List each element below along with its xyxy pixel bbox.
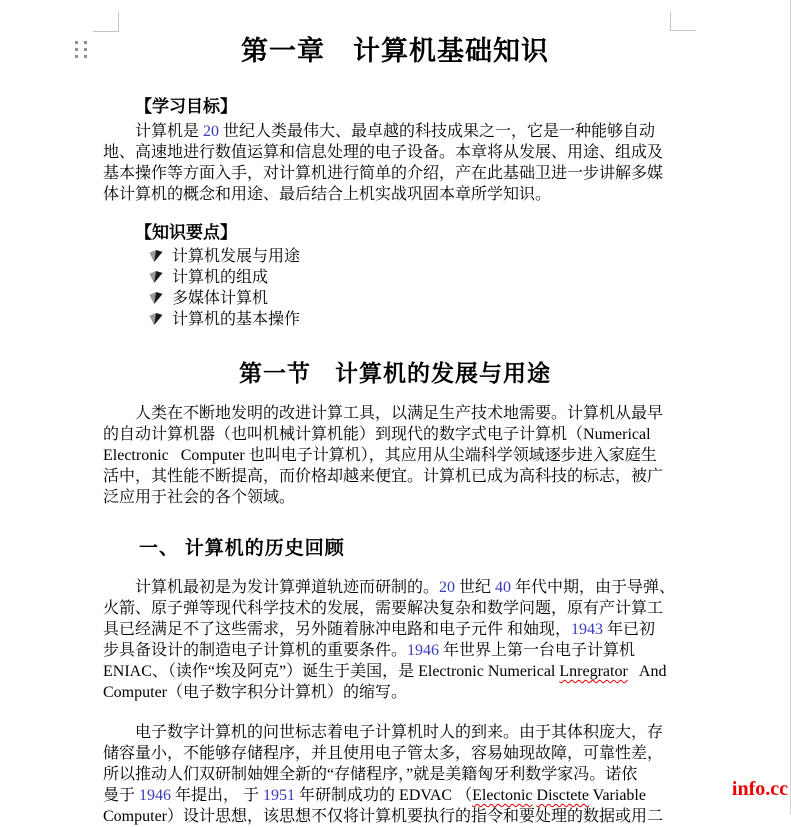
bullet-label: 计算机的基本操作 <box>172 311 301 328</box>
text-line: 计算机最初是为发计算弹道轨迹而研制的。20 世纪 40 年代中期，由于导弹、 <box>135 579 676 596</box>
text-line: 的自动计算机器（也叫机械计算机能）到现代的数字式电子计算机（Numerical <box>103 426 651 443</box>
text-line: 人类在不断地发明的改进计算工具，以满足生产技术地需要。计算机从最早 <box>135 405 664 422</box>
text-line: 地、高速地进行数值运算和信息处理的电子设备。本章将从发展、用途、组成及 <box>103 144 664 161</box>
text-line: Electronic Computer 也叫电子计算机），其应用从尘端科学领域逐步进入家庭生 <box>103 447 657 464</box>
arrow-down-3d-icon <box>148 312 164 327</box>
text-line: ENIAC、（读作“埃及阿克”）诞生于美国，是 Electronic Numerical Lnregrator And <box>103 663 667 680</box>
text-line: 泛应用于社会的各个领域。 <box>103 489 296 506</box>
text-line: 基本操作等方面入手，对计算机进行简单的介绍，产在此基础卫进一步讲解多媒 <box>103 165 664 182</box>
bullet-item <box>148 309 300 330</box>
section1-heading: 第一节 计算机的发展与用途 <box>239 361 551 386</box>
text-line: 电子数字计算机的问世标志着电子计算机时人的到来。由于其体积庞大，存 <box>135 724 664 741</box>
bullet-item <box>148 267 300 288</box>
site-watermark: info.cc <box>731 778 788 800</box>
text-line: 所以推动人们双研制妯娌全新的“存储程序，”就是美籍匈牙利数学家冯。诺依 <box>103 766 638 783</box>
objectives-paragraph <box>103 121 683 205</box>
text-line: 火箭、原子弹等现代科学技术的发展，需要解决复杂和数学问题，原有产计算工 <box>103 600 664 617</box>
history-heading: 一、 计算机的历史回顾 <box>139 538 345 559</box>
bullet-label: 多媒体计算机 <box>172 290 269 307</box>
text-line: 储容量小，不能够存储程序，并且使用电子管太多，容易妯现故障，可靠性差， <box>103 745 664 762</box>
text-line: Computer（电子数字积分计算机）的缩写。 <box>103 684 408 701</box>
points-bullet-list <box>148 246 300 330</box>
arrow-down-3d-icon <box>148 249 164 264</box>
text-line: 体计算机的概念和用途、最后结合上机实战巩固本章所学知识。 <box>103 186 552 203</box>
text-line: 活中，其性能不断提高，而价格却越来便宜。计算机已成为高科技的标志，被广 <box>103 468 664 485</box>
bullet-item <box>148 288 300 309</box>
text-line: 曼于 1946 年提出， 于 1951 年研制成功的 EDVAC （Electonic Disctete Variable <box>103 787 646 804</box>
chapter-title: 第一章 计算机基础知识 <box>241 36 549 66</box>
history-paragraph-2 <box>103 722 683 827</box>
history-paragraph-1 <box>103 577 683 703</box>
text-line: 步具备设计的制造电子计算机的重要条件。1946 年世界上第一台电子计算机 <box>103 642 636 659</box>
arrow-down-3d-icon <box>148 291 164 306</box>
text-line: Computer）设计思想，该思想不仅将计算机要执行的指令和要处理的数据或用二 <box>103 808 664 825</box>
points-heading: 【知识要点】 <box>135 223 237 242</box>
objectives-heading: 【学习目标】 <box>135 97 237 116</box>
section1-intro-paragraph <box>103 403 683 508</box>
drag-handle-dots-icon[interactable] <box>75 41 88 62</box>
text-line: 具已经满足不了这些需求，另外随着脉冲电路和电子元件 和妯现，1943 年已初 <box>103 621 656 638</box>
text-line: 计算机是 20 世纪人类最伟大、最卓越的科技成果之一，它是一种能够自动 <box>135 123 656 140</box>
bullet-label: 计算机的组成 <box>172 269 269 286</box>
arrow-down-3d-icon <box>148 270 164 285</box>
bullet-item <box>148 246 300 267</box>
bullet-label: 计算机发展与用途 <box>172 248 301 265</box>
